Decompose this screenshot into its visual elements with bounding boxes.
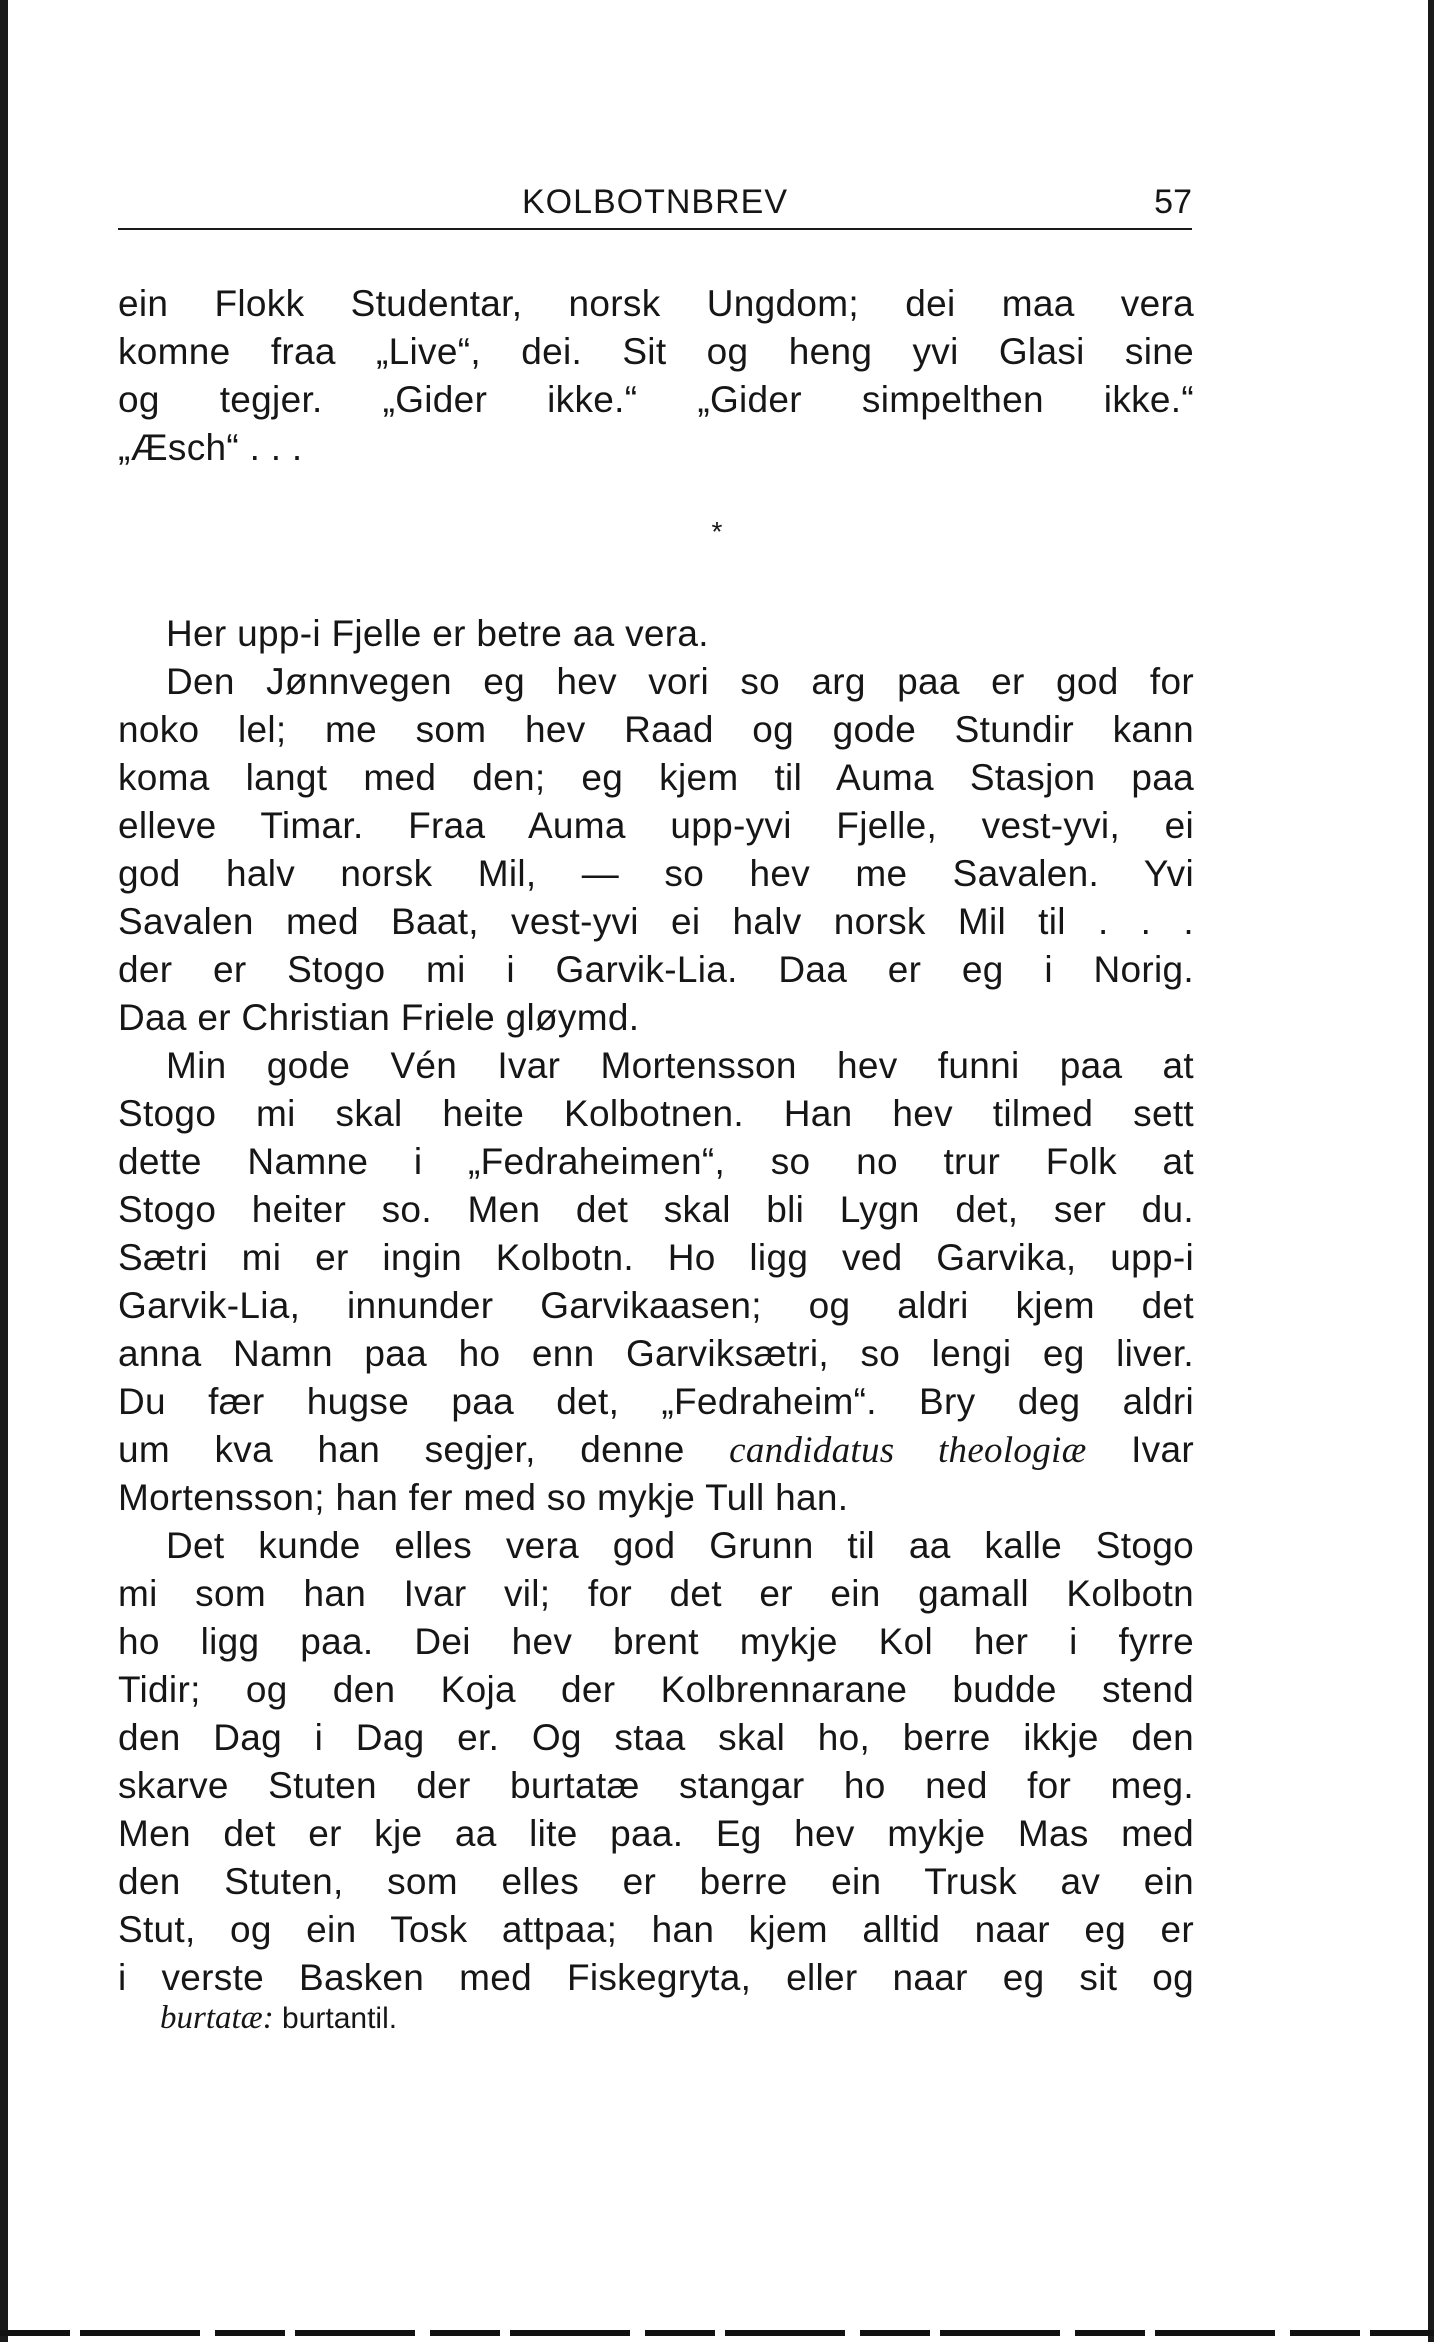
text-line: Du fær hugse paa det, „Fedraheim“. Bry deg aldri <box>118 1381 1194 1422</box>
text-line: Daa er Christian Friele gløymd. <box>118 997 640 1038</box>
text-line: ho ligg paa. Dei hev brent mykje Kol her i fyrre <box>118 1621 1194 1662</box>
running-head <box>118 176 1192 230</box>
text-line: Garvik-Lia, innunder Garvikaasen; og aldri kjem det <box>118 1285 1194 1326</box>
text-line: Den Jønnvegen eg hev vori so arg paa er god for <box>166 661 1194 702</box>
page-number: 57 <box>1154 183 1192 221</box>
text-line: Stogo mi skal heite Kolbotnen. Han hev tilmed sett <box>118 1093 1194 1134</box>
page-bottom-edge <box>0 2330 1434 2336</box>
text-line: god halv norsk Mil, — so hev me Savalen. Yvi <box>118 853 1194 894</box>
text-line: der er Stogo mi i Garvik-Lia. Daa er eg i Norig. <box>118 949 1194 990</box>
text-line: dette Namne i „Fedraheimen“, so no trur Folk at <box>118 1141 1194 1182</box>
text-line: koma langt med den; eg kjem til Auma Stasjon paa <box>118 757 1194 798</box>
text-line: Savalen med Baat, vest-yvi ei halv norsk Mil til . . . <box>118 901 1194 942</box>
text-segment: um kva han segjer, denne <box>118 1429 685 1470</box>
paragraph-continuation <box>118 280 1194 472</box>
text-line: Mortensson; han fer med so mykje Tull han. <box>118 1477 849 1518</box>
text-line: ein Flokk Studentar, norsk Ungdom; dei maa vera <box>118 283 1194 324</box>
footnote <box>160 1996 397 2041</box>
text-line: Stut, og ein Tosk attpaa; han kjem alltid naar eg er <box>118 1909 1194 1950</box>
text-line: Min gode Vén Ivar Mortensson hev funni paa at <box>166 1045 1194 1086</box>
main-text <box>118 610 1194 2002</box>
text-line: og tegjer. „Gider ikke.“ „Gider simpelthen ikke.“ <box>118 379 1194 420</box>
text-line: den Dag i Dag er. Og staa skal ho, berre ikkje den <box>118 1717 1194 1758</box>
text-line: Tidir; og den Koja der Kolbrennarane budde stend <box>118 1669 1194 1710</box>
text-line: Stogo heiter so. Men det skal bli Lygn det, ser du. <box>118 1189 1194 1230</box>
footnote-term: burtatæ: <box>160 2000 274 2036</box>
italic-phrase: candidatus theologiæ <box>729 1430 1087 1471</box>
text-line: skarve Stuten der burtatæ stangar ho ned for meg. <box>118 1765 1194 1806</box>
text-line: Her upp-i Fjelle er betre aa vera. <box>166 613 709 654</box>
text-segment: Ivar <box>1131 1429 1194 1470</box>
section-asterism: * <box>711 516 723 547</box>
text-line: mi som han Ivar vil; for det er ein gamall Kolbotn <box>118 1573 1194 1614</box>
text-line: komne fraa „Live“, dei. Sit og heng yvi Glasi sine <box>118 331 1194 372</box>
text-line: Sætri mi er ingin Kolbotn. Ho ligg ved Garvika, upp-i <box>118 1237 1194 1278</box>
text-line: „Æsch“ . . . <box>118 427 303 468</box>
text-line: i verste Basken med Fiskegryta, eller naar eg sit og <box>118 1957 1194 1998</box>
text-line: Men det er kje aa lite paa. Eg hev mykje Mas med <box>118 1813 1194 1854</box>
text-line: den Stuten, som elles er berre ein Trusk av ein <box>118 1861 1194 1902</box>
text-line: Det kunde elles vera god Grunn til aa kalle Stogo <box>166 1525 1194 1566</box>
footnote-definition: burtantil. <box>282 2002 398 2035</box>
page-left-edge <box>0 0 8 2342</box>
running-head-title: KOLBOTNBREV <box>521 183 789 221</box>
text-line: noko lel; me som hev Raad og gode Stundir kann <box>118 709 1194 750</box>
page-right-edge <box>1428 0 1434 2342</box>
text-line-with-italic <box>118 1426 1194 1474</box>
text-line: anna Namn paa ho enn Garviksætri, so lengi eg liver. <box>118 1333 1194 1374</box>
text-line: elleve Timar. Fraa Auma upp-yvi Fjelle, vest-yvi, ei <box>118 805 1194 846</box>
